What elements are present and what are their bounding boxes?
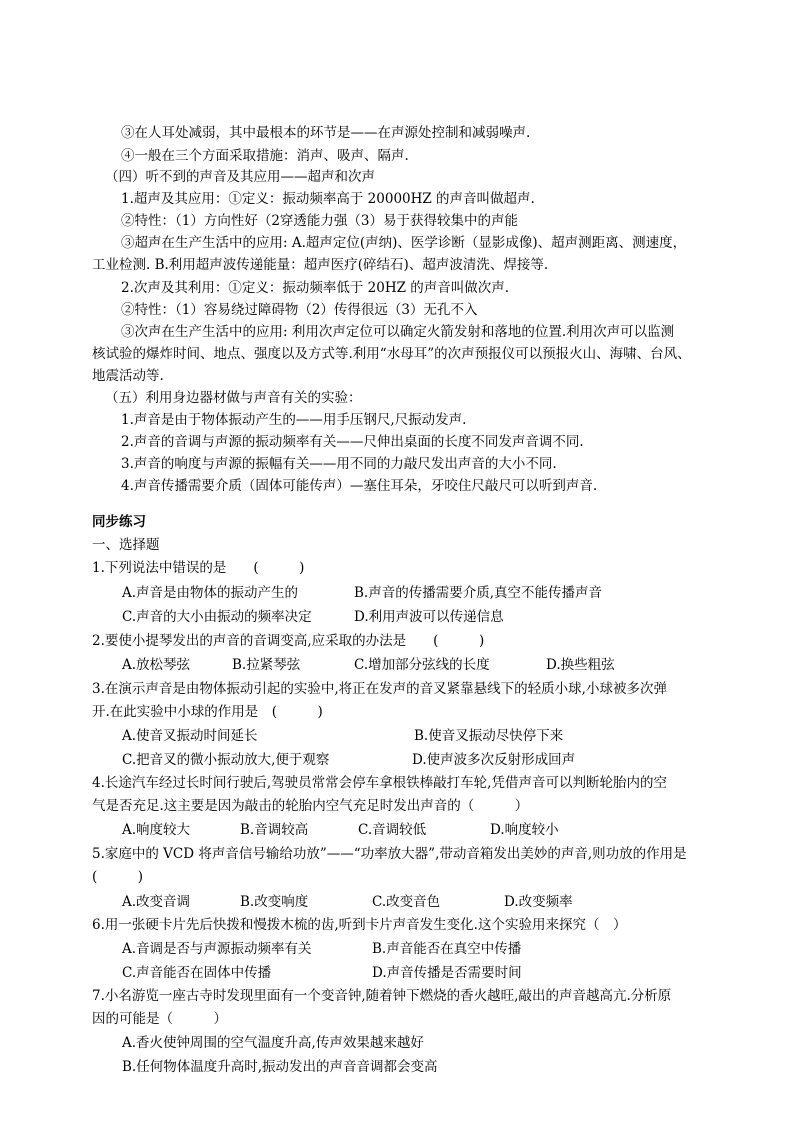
option: A.音调是否与声源振动频率有关 — [122, 941, 312, 957]
list-item: 4.声音传播需要介质（固体可能传声）—塞住耳朵，牙咬住尺敲尺可以听到声音. — [121, 478, 598, 494]
option: C.声音能否在固体中传播 — [122, 965, 272, 981]
section-heading: （五）利用身边器材做与声音有关的实验： — [105, 390, 362, 406]
option: D.利用声波可以传递信息 — [354, 609, 504, 625]
text-line: 核试验的爆炸时间、地点、强度以及方式等.利用“水母耳”的次声预报仪可以预报火山、海啸、台风、 — [92, 346, 691, 362]
text-line: ②特性：（1）容易绕过障碍物（2）传得很远（3）无孔不入 — [121, 302, 478, 318]
question-stem: 4.长途汽车经过长时间行驶后,驾驶员常常会停车拿根铁棒敲打车轮,凭借声音可以判断轮胎内的空 — [92, 775, 667, 791]
text-line: ④一般在三个方面采取措施：消声、吸声、隔声. — [121, 148, 409, 164]
question-stem: 因的可能是（ ） — [92, 1011, 227, 1027]
option: B.任何物体温度升高时,振动发出的声音音调都会变高 — [122, 1059, 438, 1075]
option: A.响度较大 — [122, 822, 191, 838]
list-item: 2.声音的音调与声源的振动频率有关——尺伸出桌面的长度不同发声音调不同. — [121, 434, 584, 450]
option: B.音调较高 — [240, 822, 309, 838]
option: B.声音能否在真空中传播 — [372, 941, 522, 957]
text-line: ②特性：（1）方向性好（2穿透能力强（3）易于获得较集中的声能 — [121, 213, 519, 229]
question-stem: 2.要使小提琴发出的声音的音调变高,应采取的办法是 ( ) — [92, 633, 485, 649]
option: A.改变音调 — [122, 894, 191, 910]
text-line: 工业检测. B.利用超声波传递能量：超声医疗(碎结石)、超声波清洗、焊接等. — [92, 257, 549, 273]
option: D.改变频率 — [504, 894, 573, 910]
question-stem: 5.家庭中的 VCD 将声音信号输给功放”——“功率放大器”,带动音箱发出美妙的声音,则功放的作用是 — [92, 846, 687, 862]
text-line: ③超声在生产生活中的应用: A.超声定位(声纳)、医学诊断（显影成像)、超声测距离、测速度， — [121, 235, 687, 251]
question-stem: 7.小名游览一座古寺时发现里面有一个变音钟,随着钟下燃烧的香火越旺,敲出的声音越高亢.分析原 — [92, 988, 672, 1004]
list-item: 1.声音是由于物体振动产生的——用手压钢尺,尺振动发声. — [121, 412, 467, 428]
text-line: 地震活动等. — [92, 368, 164, 384]
question-stem: 气是否充足.这主要是因为敲击的轮胎内空气充足时发出声音的（ ） — [92, 798, 529, 814]
option: A.香火使钟周围的空气温度升高,传声效果越来越好 — [122, 1035, 424, 1051]
option: B.使音叉振动尽快停下来 — [414, 728, 564, 744]
option: D.换些粗弦 — [546, 657, 615, 673]
option: A.使音叉振动时间延长 — [122, 728, 258, 744]
text-line: ③次声在生产生活中的应用: 利用次声定位可以确定火箭发射和落地的位置.利用次声可以监测 — [121, 324, 675, 340]
option: B.声音的传播需要介质,真空不能传播声音 — [354, 585, 603, 601]
option: A.放松琴弦 — [122, 657, 191, 673]
option: C.改变音色 — [372, 894, 441, 910]
option: C.增加部分弦线的长度 — [354, 657, 490, 673]
section-heading: （四）听不到的声音及其应用——超声和次声 — [105, 169, 375, 185]
practice-title: 同步练习 — [92, 514, 146, 530]
option: D.响度较小 — [490, 822, 559, 838]
text-line: 1.超声及其应用：①定义：振动频率高于 20000HZ 的声音叫做超声. — [121, 191, 535, 207]
question-stem: 1.下列说法中错误的是 ( ) — [92, 560, 305, 576]
option: B.拉紧琴弦 — [232, 657, 301, 673]
option: D.声音传播是否需要时间 — [372, 965, 522, 981]
part-heading: 一、选择题 — [92, 537, 160, 553]
question-stem: 6.用一张硬卡片先后快拨和慢拨木梳的齿,听到卡片声音发生变化.这个实验用来探究（ ） — [92, 917, 627, 933]
option: C.声音的大小由振动的频率决定 — [122, 609, 312, 625]
question-stem: 3.在演示声音是由物体振动引起的实验中,将正在发声的音叉紧靠悬线下的轻质小球,小球被多次弹 — [92, 681, 667, 697]
option: C.把音叉的微小振动放大,便于观察 — [122, 752, 330, 768]
text-line: ③在人耳处减弱，其中最根本的环节是——在声源处控制和减弱噪声. — [121, 125, 531, 141]
option: D.使声波多次反射形成回声 — [412, 752, 576, 768]
option: C.音调较低 — [358, 822, 427, 838]
question-stem: ( ) — [92, 869, 144, 885]
text-line: 2.次声及其利用：①定义：振动频率低于 20HZ 的声音叫做次声. — [121, 280, 510, 296]
list-item: 3.声音的响度与声源的振幅有关——用不同的力敲尺发出声音的大小不同. — [121, 456, 557, 472]
option: A.声音是由物体的振动产生的 — [122, 585, 299, 601]
question-stem: 开.在此实验中小球的作用是 ( ) — [92, 704, 323, 720]
option: B.改变响度 — [240, 894, 309, 910]
